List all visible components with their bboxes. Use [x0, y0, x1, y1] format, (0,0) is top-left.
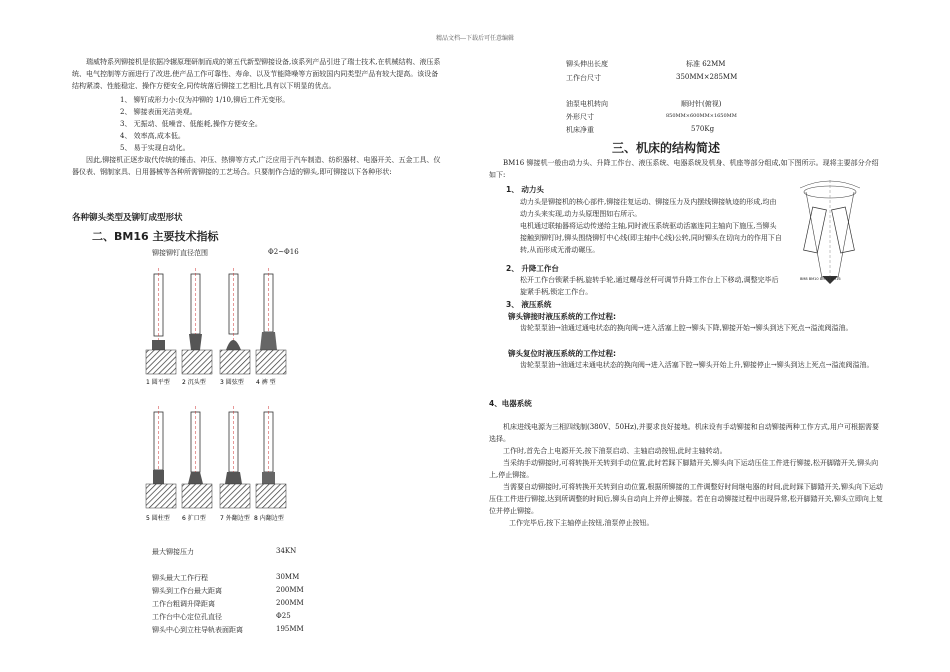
spec-row: 工作台粗调升降距离 200MM	[152, 599, 304, 608]
page-header: 精品文档---下载后可任意编辑	[435, 35, 515, 42]
rivet-shape-8	[256, 406, 286, 508]
shape-label-5: 5 圆柱型	[146, 515, 170, 522]
spec-row: 铆头伸出长度 标准 62MM	[566, 60, 726, 68]
rivet-shapes-diagram	[140, 262, 290, 532]
power-head-title: 1、 动力头	[506, 185, 544, 194]
shape-label-7: 7 外翻边型	[220, 515, 250, 522]
rivet-range-label: 铆接铆钉直径范围	[152, 249, 208, 257]
structure-intro: BM16 铆接机一般由动力头、升降工作台、液压系统、电器系统及机身、机座等部分组成,如下图所示。现将主要部分介绍如下:	[489, 159, 879, 179]
advantages-list	[72, 94, 442, 154]
spec-row: 工作台尺寸 350MM×285MM	[566, 73, 738, 82]
usage-paragraph: 因此,铆接机正逐步取代传统的锤击、冲压、热铆等方式,广泛应用于汽车制造、纺织器材、电器开关、五金工具、仪器仪表、钢制家具、日用器械等各种所需铆接的工艺场合。只要制作合适的铆头,即可铆接以下各种形状:	[72, 156, 441, 176]
shape-label-4: 4 裤 型	[256, 379, 276, 386]
shape-label-6: 6 扩口型	[182, 515, 206, 522]
rivet-shape-7	[220, 406, 250, 508]
spec-row: 铆头最大工作行程 30MM	[152, 573, 300, 582]
shape-label-8: 8 内翻边型	[254, 515, 284, 522]
rivet-shape-3	[220, 268, 250, 374]
electrical-text: 机床进线电源为三相四线制(380V、50Hz),并要求良好接地。机床设有手动铆接和自动铆接两种工作方式,用户可根据需要选择。 工作时,首先合上电源开关,按下油泵启动、主轴启动按钮,此时主轴转动。 当采纳手动铆接时,可将转换开关转到手动位置,此时若踩下脚踏开关,铆头向下运动压住工件进行铆接,松开脚踏开关,铆头向上,停止铆接。 当需要自动铆接时,可将转换开关转到自动位置,根据所铆接的工件调整好时间继电器的时间,此时踩下脚踏开关,铆头向下运动压住工件进行铆接,达到所调整的时间后,铆头自动向上并停止铆接。若在自动铆接过程中出现异常,松开脚踏开关,铆头立即向上复位并停止铆接。 工作完毕后,按下主轴停止按钮,油泵停止按钮。	[489, 423, 883, 527]
spec-row: 铆头中心到立柱导轨表面距离 195MM	[152, 625, 304, 634]
spec-section-title: 二、BM16 主要技术指标	[92, 230, 219, 243]
advantage-item: 3、 无振动、低噪音、低能耗,操作方便安全。	[120, 120, 262, 128]
hydraulic-title: 3、 液压系统	[506, 300, 552, 309]
intro-paragraph: 瑞威特系列铆接机是依据冷辗原理研制而成的第五代新型铆接设备,该系列产品引进了瑞士技术,在机械结构、液压系统、电气控制等方面进行了改进,使产品工作可靠性、寿命、以及节能降噪等方面较国内同类型产品有较大提高。该设备结构紧凑、性能稳定、操作方便安全,同传统落后铆接工艺相比,具有以下明显的优点。	[72, 58, 441, 90]
rivet-shape-4	[256, 268, 286, 374]
advantage-item: 1、 铆钉成形力小:仅为冲铆的 1/10,铆后工件无变形。	[120, 96, 290, 104]
spec-row: 最大铆接压力 34KN	[152, 547, 297, 556]
rivet-shape-2	[182, 268, 212, 374]
shapes-title: 各种铆头类型及铆钉成型形状	[72, 213, 183, 223]
rivet-shape-5	[146, 406, 176, 508]
shape-label-1: 1 圆平型	[146, 379, 170, 386]
lift-table-title: 2、 升降工作台	[506, 264, 559, 273]
model-note: BM8 BM10 BM12 BM16	[800, 277, 841, 281]
power-head-schematic	[782, 178, 882, 286]
shape-label-2: 2 沉头型	[182, 379, 206, 386]
advantage-item: 5、 易于实现自动化。	[120, 144, 190, 152]
rivet-range-value: Φ2~Φ16	[268, 248, 299, 256]
hydraulic-return-text: 齿轮泵泵油→油通过未通电状态的换向阀→进入活塞下腔→铆头开始上升,铆接停止→铆头到达上死点→溢流阀溢油。	[520, 361, 874, 369]
hydraulic-return-subtitle: 铆头复位时液压系统的工作过程:	[508, 349, 616, 358]
advantage-item: 4、 效率高,成本低。	[120, 132, 185, 140]
left-column	[72, 56, 442, 178]
shape-label-3: 3 圆弦型	[220, 379, 244, 386]
spec-row: 油泵电机转向 顺时针(俯视)	[566, 100, 722, 108]
spec-row: 外形尺寸 850MM×600MM×1650MM	[566, 113, 737, 121]
structure-section-title: 三、机床的结构简述	[612, 141, 721, 155]
spec-row: 工作台中心定位孔直径 Φ25	[152, 612, 291, 621]
electrical-title: 4、电器系统	[489, 399, 532, 408]
hydraulic-riveting-subtitle: 铆头铆接时液压系统的工作过程:	[508, 312, 616, 321]
hydraulic-riveting-text: 齿轮泵泵油→油通过通电状态的换向阀→进入活塞上腔→铆头下降,铆接开始→铆头到达下死点→溢流阀溢油。	[520, 324, 853, 332]
advantage-item: 2、 铆接表面光洁美观。	[120, 108, 197, 116]
rivet-shape-6	[182, 406, 212, 508]
rivet-shape-1	[146, 268, 176, 374]
spec-row: 铆头到工作台最大距离 200MM	[152, 586, 304, 595]
power-head-text: 动力头是铆接机的核心部件,铆接往复运动、铆接压力及内摆线铆接轨迹的形成,均由动力头来实现,动力头原理图如右所示。 电机通过联轴器将运动传递给主轴,同时液压系统驱动活塞连同主轴向下施压,当铆头接触到铆钉时,铆头围绕铆钉中心线(即主轴中心线)公转,同时铆头在切向力的作用下自转,从而形成无滑动碾压。	[520, 198, 782, 254]
lift-table-text: 松开工作台锁紧手柄,旋转手轮,通过螺母丝杆可调节升降工作台上下移动,调整完毕后旋紧手柄,锁定工作台。	[520, 276, 779, 296]
spec-row: 机床净重 570Kg	[566, 125, 715, 134]
